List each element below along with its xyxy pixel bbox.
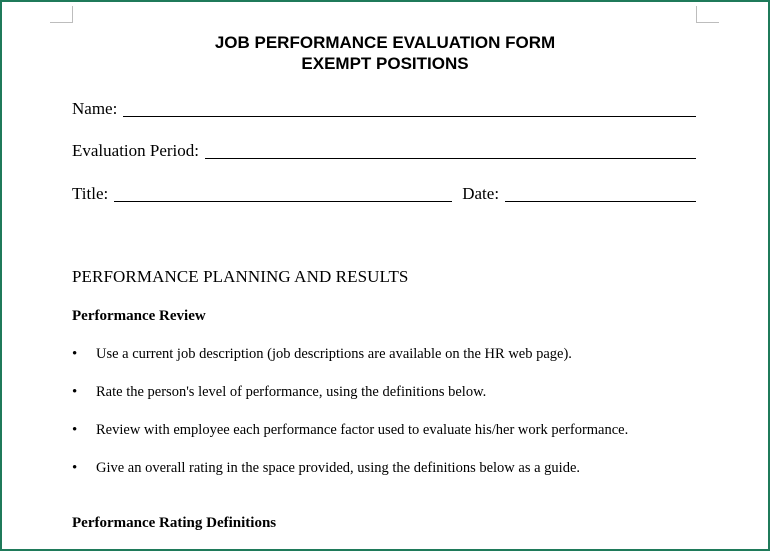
bullet-icon: • xyxy=(72,384,78,400)
date-blank-line[interactable] xyxy=(505,201,696,202)
list-item-text: Rate the person's level of performance, using the definitions below. xyxy=(96,384,487,400)
evaluation-period-label: Evaluation Period: xyxy=(72,141,200,160)
title-date-field-row xyxy=(72,182,696,204)
list-item xyxy=(72,346,712,363)
form-title-line1: JOB PERFORMANCE EVALUATION FORM xyxy=(214,33,556,52)
name-blank-line[interactable] xyxy=(123,116,696,117)
form-title-line2: EXEMPT POSITIONS xyxy=(301,54,469,73)
evaluation-period-blank-line[interactable] xyxy=(205,158,696,159)
list-item-text: Give an overall rating in the space provided, using the definitions below as a guide. xyxy=(96,460,581,476)
evaluation-period-field-row xyxy=(72,139,696,161)
bullet-icon: • xyxy=(72,422,78,438)
name-field-row xyxy=(72,97,696,119)
crop-mark-top-right xyxy=(696,6,719,23)
title-blank-line[interactable] xyxy=(114,201,452,202)
bullet-icon: • xyxy=(72,460,78,476)
bullet-icon: • xyxy=(72,346,78,362)
name-label: Name: xyxy=(72,99,118,118)
list-item xyxy=(72,422,712,439)
list-item xyxy=(72,384,712,401)
performance-rating-definitions-heading: Performance Rating Definitions xyxy=(72,515,277,531)
crop-mark-top-left xyxy=(50,6,73,23)
date-label: Date: xyxy=(462,184,500,203)
title-label: Title: xyxy=(72,184,109,203)
list-item-text: Use a current job description (job descriptions are available on the HR web page). xyxy=(96,346,572,362)
section-heading: PERFORMANCE PLANNING AND RESULTS xyxy=(72,267,409,286)
performance-review-heading: Performance Review xyxy=(72,308,206,324)
list-item xyxy=(72,460,712,477)
list-item-text: Review with employee each performance factor used to evaluate his/her work performance. xyxy=(96,422,629,438)
